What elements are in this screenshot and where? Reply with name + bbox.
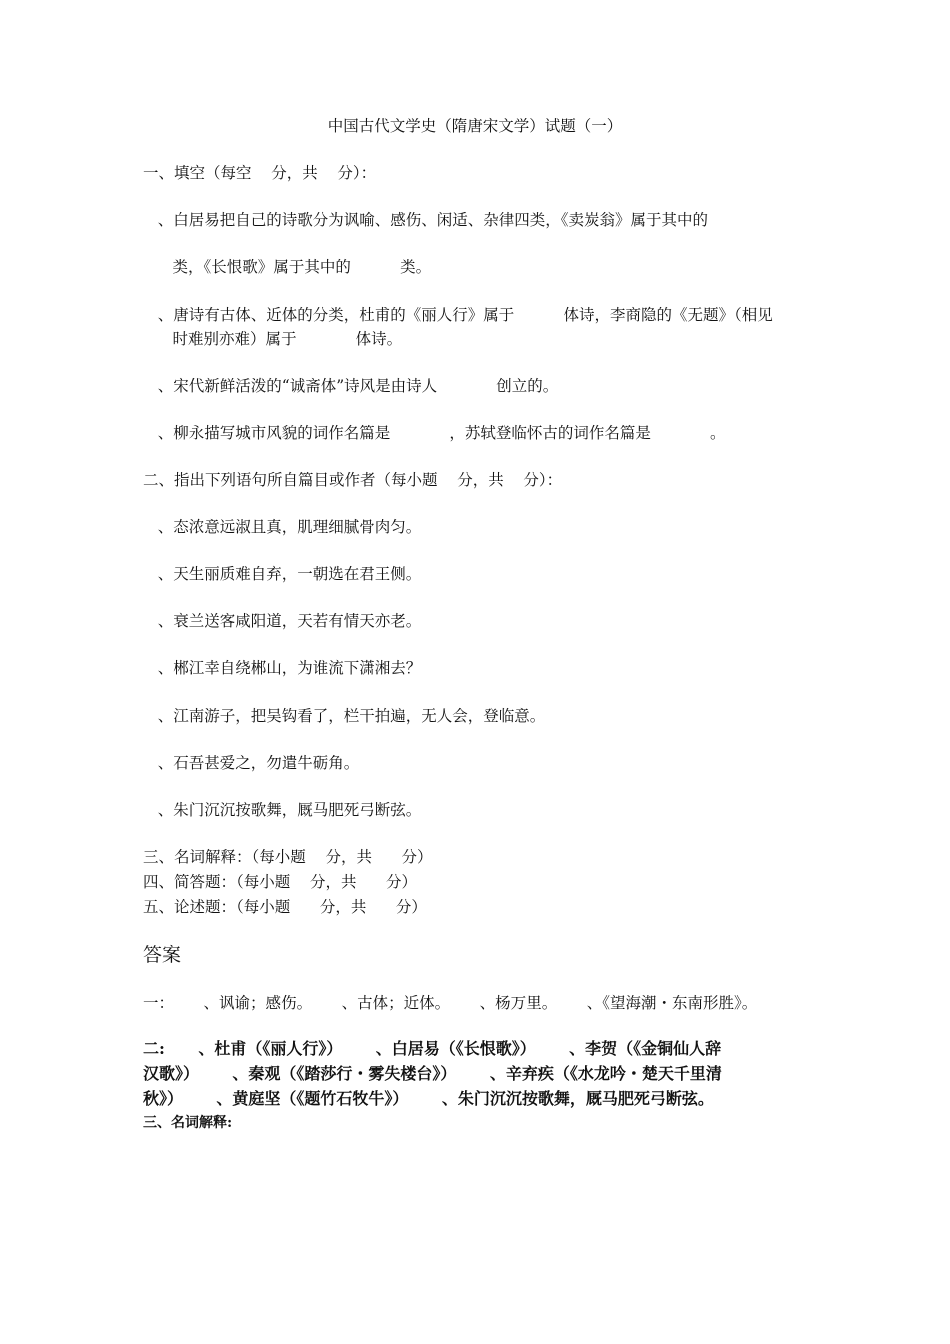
- answer-section-1: 一： 、讽谕；感伤。 、古体；近体。 、杨万里。 、《望海潮・东南形胜》。: [143, 994, 758, 1012]
- question-2-1: 、态浓意远淑且真，肌理细腻骨肉匀。: [143, 518, 422, 536]
- question-1-1-line-1: 、白居易把自己的诗歌分为讽喻、感伤、闲适、杂律四类，《卖炭翁》属于其中的: [143, 211, 709, 229]
- question-2-6: 、石吾甚爱之，勿遣牛砺角。: [143, 754, 360, 772]
- answer-heading: 答案: [143, 944, 182, 966]
- question-2-2: 、天生丽质难自弃，一朝选在君王侧。: [143, 565, 422, 583]
- question-1-3: 、宋代新鲜活泼的“诚斋体”诗风是由诗人 创立的。: [143, 377, 559, 395]
- section-1-heading: 一、填空（每空 分，共 分）：: [143, 164, 377, 182]
- section-4-heading: 四、简答题：（每小题 分，共 分）: [143, 873, 418, 891]
- question-1-2-line-2: 时难别亦难）属于 体诗。: [143, 330, 403, 348]
- question-2-4: 、郴江幸自绕郴山，为谁流下潇湘去？: [143, 659, 422, 677]
- question-1-4: 、柳永描写城市风貌的词作名篇是 ，苏轼登临怀古的词作名篇是 。: [143, 424, 726, 442]
- question-2-5: 、江南游子，把吴钩看了，栏干拍遍，无人会，登临意。: [143, 707, 546, 725]
- section-2-heading: 二、指出下列语句所自篇目或作者（每小题 分，共 分）：: [143, 471, 563, 489]
- section-5-heading: 五、论述题：（每小题 分，共 分）: [143, 898, 427, 916]
- answer-section-2-line-1: 二: 、杜甫（《丽人行》） 、白居易（《长恨歌》） 、李贺（《金铜仙人辞: [143, 1039, 722, 1058]
- question-2-3: 、衰兰送客咸阳道，天若有情天亦老。: [143, 612, 422, 630]
- section-3-heading: 三、名词解释：（每小题 分，共 分）: [143, 848, 433, 866]
- question-1-1-line-2: 类，《长恨歌》属于其中的 类。: [143, 258, 432, 276]
- question-2-7: 、朱门沉沉按歌舞，厩马肥死弓断弦。: [143, 801, 422, 819]
- answer-section-3-heading: 三、名词解释:: [143, 1115, 233, 1131]
- question-1-2-line-1: 、唐诗有古体、近体的分类，杜甫的《丽人行》属于 体诗，李商隐的《无题》（相见: [143, 306, 773, 324]
- answer-section-2-line-2: 汉歌》） 、秦观（《踏莎行・雾失楼台》） 、辛弃疾（《水龙吟・楚天千里清: [143, 1064, 722, 1083]
- page-title: 中国古代文学史（隋唐宋文学）试题（一）: [327, 117, 623, 135]
- answer-section-2-line-3: 秋》） 、黄庭坚（《题竹石牧牛》） 、朱门沉沉按歌舞，厩马肥死弓断弦。: [143, 1089, 714, 1108]
